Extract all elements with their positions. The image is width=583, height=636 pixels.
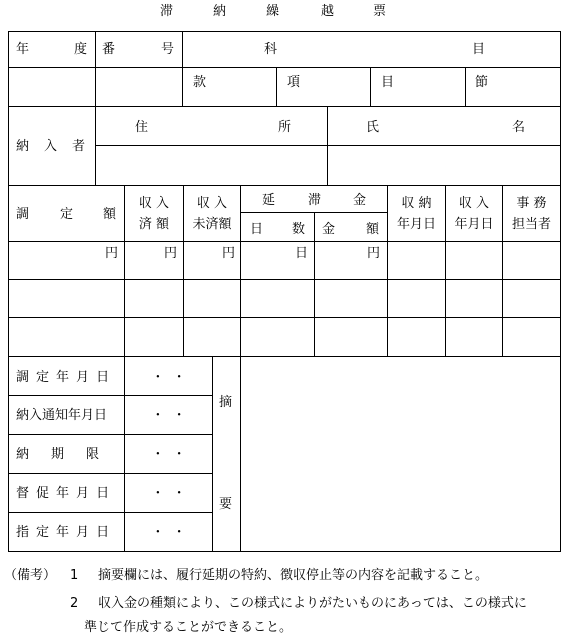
form-title-5: 票	[373, 4, 387, 19]
unit-yen-4: 円	[367, 246, 381, 261]
entai-label-2: 滞	[308, 193, 322, 208]
unit-day: 日	[295, 246, 309, 261]
kamoku-label-2: 目	[472, 42, 486, 57]
form-title-3: 繰	[266, 4, 280, 19]
chotei-label-1: 調	[16, 207, 30, 222]
date-label-chotei-5: 日	[96, 370, 110, 385]
entai-label-3: 金	[353, 193, 367, 208]
kamoku-label-1: 科	[264, 42, 278, 57]
date-label-tokusoku	[16, 486, 109, 501]
date-label-deadline	[16, 447, 99, 462]
form-title-4: 越	[321, 4, 335, 19]
shunyu-sumi-label-2: 済 額	[138, 217, 170, 232]
unit-yen-2: 円	[164, 246, 178, 261]
date-label-deadline-2: 期	[51, 447, 65, 462]
jimu-label-2: 担当者	[511, 217, 551, 232]
payer-label-2: 入	[44, 139, 58, 154]
entai-label-1: 延	[262, 193, 276, 208]
date-label-tokusoku-4: 月	[76, 486, 90, 501]
note-1-number: 1	[70, 568, 79, 583]
setsu-label: 節	[475, 75, 489, 90]
date-label-chotei-1: 調	[16, 370, 30, 385]
chotei-label-2: 定	[60, 207, 74, 222]
name-label-2: 名	[512, 120, 526, 135]
address-label-2: 所	[278, 120, 292, 135]
date-label-shitei-3: 年	[56, 525, 70, 540]
date-label-shitei-1: 指	[16, 525, 30, 540]
date-value-tokusoku: ・ ・	[151, 486, 186, 501]
date-label-shitei-4: 月	[76, 525, 90, 540]
date-value-shitei: ・ ・	[151, 525, 186, 540]
payer-label-3: 者	[72, 139, 86, 154]
date-label-tokusoku-5: 日	[96, 486, 110, 501]
form-title-1: 滞	[160, 4, 174, 19]
bango-label-2: 号	[161, 42, 175, 57]
date-value-deadline: ・ ・	[151, 447, 186, 462]
date-label-chotei	[16, 370, 109, 385]
date-label-chotei-3: 年	[56, 370, 70, 385]
nendo-label-1: 年	[16, 42, 30, 57]
shuno-date-label-1: 収 納	[401, 196, 432, 211]
date-label-shitei	[16, 525, 109, 540]
note-2-text: 収入金の種類により、この様式によりがたいものにあっては、この様式に	[98, 596, 527, 611]
nissu-label-1: 日	[250, 222, 264, 237]
date-label-notice: 納入通知年月日	[16, 408, 108, 423]
date-label-tokusoku-1: 督	[16, 486, 30, 501]
payer-label-1: 納	[16, 139, 30, 154]
date-value-chotei: ・ ・	[151, 370, 186, 385]
date-label-chotei-4: 月	[76, 370, 90, 385]
kan-label: 款	[193, 75, 207, 90]
date-value-notice: ・ ・	[151, 408, 186, 423]
note-1-text: 摘要欄には、履行延期の特約、徴収停止等の内容を記載すること。	[98, 568, 489, 583]
shunyu-date-label-2: 年月日	[454, 217, 494, 232]
date-label-tokusoku-2: 促	[36, 486, 50, 501]
unit-yen-3: 円	[222, 246, 236, 261]
nendo-label-2: 度	[74, 42, 88, 57]
date-label-deadline-1: 納	[16, 447, 30, 462]
kou-label: 項	[287, 75, 301, 90]
shunyu-misumi-label-1: 収 入	[196, 196, 228, 211]
bango-label-1: 番	[102, 42, 116, 57]
address-label-1: 住	[135, 120, 149, 135]
tekiyo-label-1: 摘	[219, 395, 233, 410]
shuno-date-label-2: 年月日	[396, 217, 436, 232]
date-label-shitei-2: 定	[36, 525, 50, 540]
nissu-label-2: 数	[292, 222, 306, 237]
kingaku-label-2: 額	[366, 222, 380, 237]
moku-label: 目	[381, 75, 395, 90]
shunyu-date-label-1: 収 入	[458, 196, 490, 211]
form-title-2: 納	[213, 4, 227, 19]
note-prefix: （備考）	[4, 568, 57, 583]
shunyu-misumi-label-2: 未済額	[192, 217, 232, 232]
chotei-label-3: 額	[103, 207, 117, 222]
shunyu-sumi-label-1: 収 入	[138, 196, 170, 211]
note-2-number: 2	[70, 596, 79, 611]
unit-yen-1: 円	[105, 246, 119, 261]
date-label-chotei-2: 定	[36, 370, 50, 385]
date-label-tokusoku-3: 年	[56, 486, 70, 501]
name-label-1: 氏	[366, 120, 380, 135]
tekiyo-label-2: 要	[219, 497, 233, 512]
note-2-text-cont: 準じて作成することができること。	[84, 620, 293, 635]
date-label-shitei-5: 日	[96, 525, 110, 540]
jimu-label-1: 事 務	[516, 196, 547, 211]
date-label-deadline-3: 限	[86, 447, 100, 462]
kingaku-label-1: 金	[322, 222, 336, 237]
